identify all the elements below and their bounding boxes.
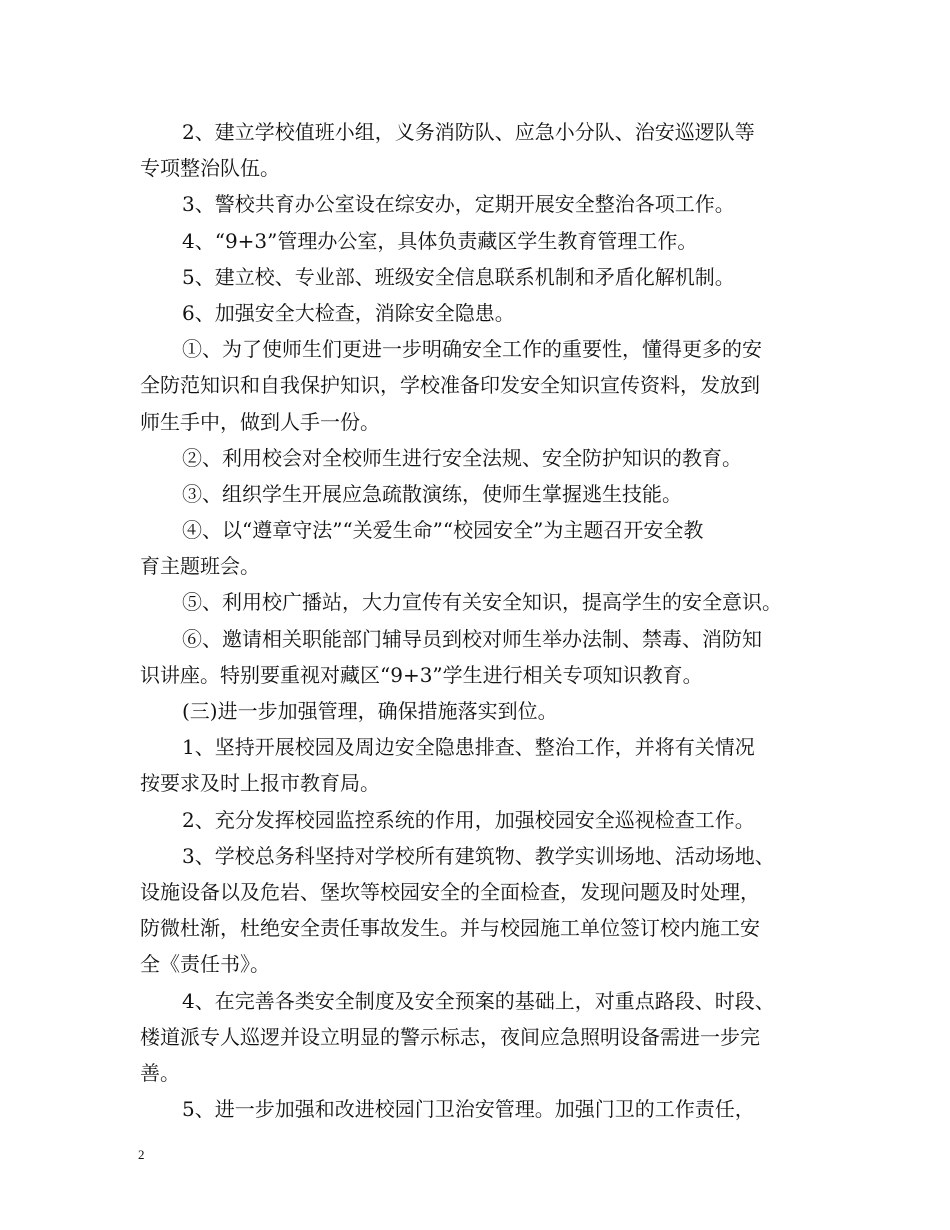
paragraph-line: ④、以“遵章守法”“关爱生命”“校园安全”为主题召开安全教: [182, 518, 704, 543]
paragraph-line: 全防范知识和自我保护知识，学校准备印发安全知识宣传资料，发放到: [140, 373, 760, 398]
paragraph-line: 专项整治队伍。: [140, 156, 280, 181]
paragraph-line: ⑥、邀请相关职能部门辅导员到校对师生举办法制、禁毒、消防知: [182, 626, 762, 651]
paragraph-line: 3、学校总务科坚持对学校所有建筑物、教学实训场地、活动场地、: [182, 843, 775, 868]
paragraph-line: 5、建立校、专业部、班级安全信息联系机制和矛盾化解机制。: [182, 264, 735, 289]
paragraph-line: 2、建立学校值班小组，义务消防队、应急小分队、治安巡逻队等: [182, 120, 755, 144]
paragraph-line: ⑤、利用校广播站，大力宣传有关安全知识，提高学生的安全意识。: [182, 590, 782, 615]
paragraph-line: 1、坚持开展校园及周边安全隐患排查、整治工作，并将有关情况: [182, 735, 755, 760]
paragraph-line: 善。: [140, 1060, 180, 1085]
paragraph-line: 防微杜渐，杜绝安全责任事故发生。并与校园施工单位签订校内施工安: [140, 916, 760, 941]
paragraph-line: 楼道派专人巡逻并设立明显的警示标志，夜间应急照明设备需进一步完: [140, 1024, 760, 1049]
section-heading: (三)进一步加强管理，确保措施落实到位。: [182, 699, 558, 723]
paragraph-line: 3、警校共育办公室设在综安办，定期开展安全整治各项工作。: [182, 192, 735, 217]
paragraph-line: 2、充分发挥校园监控系统的作用，加强校园安全巡视检查工作。: [182, 807, 755, 832]
paragraph-line: ①、为了使师生们更进一步明确安全工作的重要性，懂得更多的安: [182, 337, 762, 362]
paragraph-line: 5、进一步加强和改进校园门卫治安管理。加强门卫的工作责任，: [182, 1097, 755, 1122]
paragraph-line: ③、组织学生开展应急疏散演练，使师生掌握逃生技能。: [182, 481, 682, 506]
paragraph-line: 4、在完善各类安全制度及安全预案的基础上，对重点路段、时段、: [182, 988, 775, 1013]
paragraph-line: ②、利用校会对全校师生进行安全法规、安全防护知识的教育。: [182, 445, 742, 470]
document-body: [140, 114, 830, 1127]
paragraph-line: 设施设备以及危岩、堡坎等校园安全的全面检查，发现问题及时处理，: [140, 879, 760, 904]
paragraph-line: 识讲座。特别要重视对藏区“9+3”学生进行相关专项知识教育。: [140, 662, 703, 687]
paragraph-line: 师生手中，做到人手一份。: [140, 409, 380, 434]
page-number: 2: [138, 1147, 145, 1162]
paragraph-line: 全《责任书》。: [140, 952, 270, 977]
paragraph-line: 4、“9+3”管理办公室，具体负责藏区学生教育管理工作。: [182, 228, 698, 253]
paragraph-line: 6、加强安全大检查，消除安全隐患。: [182, 300, 515, 325]
paragraph-line: 按要求及时上报市教育局。: [140, 771, 380, 796]
paragraph-line: 育主题班会。: [140, 554, 260, 579]
